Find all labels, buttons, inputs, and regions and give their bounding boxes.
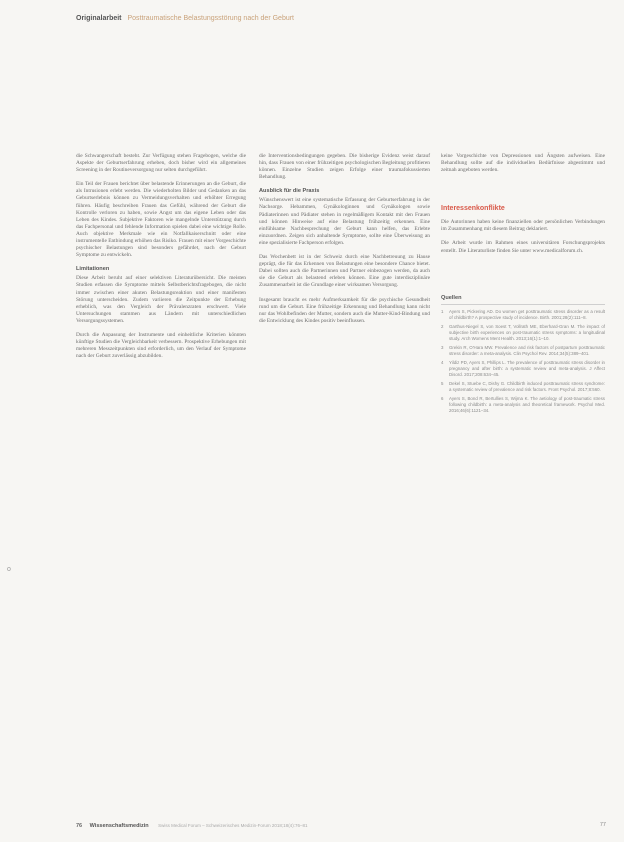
reference-text: Grekin R, O'Hara MW. Prevalence and risk factors of postpartum posttraumatic stress disorder: a meta-analysis. Clin Psychol Rev. 2014;34(5):389–401.: [449, 344, 605, 356]
references-heading: Quellen: [441, 294, 462, 301]
reference-number: 3: [441, 344, 444, 350]
reference-text: Dekel S, Stuebe C, Dishy G. Childbirth induced posttraumatic stress syndrome: a systematic review of prevalence and risk factors. Front Psychol. 2017;8:560.: [449, 380, 605, 392]
reference-text: Garthus-Niegel S, von Soest T, Vollrath ME, Eberhard-Gran M. The impact of subjective birth experiences on post-traumatic stress symptoms: a longitudinal study. Arch Womens Ment Health. 2013;16(1):1–10.: [449, 323, 605, 341]
running-header: [76, 14, 294, 23]
publication-name: Wissenschaftsmedizin: [89, 823, 149, 829]
paragraph: die Interventionsbedingungen gegeben. Die bisherige Evidenz weist darauf hin, dass Frauen von einer frühzeitigen psychologischen Begleitung profitieren können. Einzelne Studien zeigen Erfolge einer traumafokussierten Behandlung.: [259, 153, 430, 181]
paragraph: Wünschenswert ist eine systematische Erfassung der Geburtserfahrung in der Nachsorge. Hebammen, Gynäkologinnen und Gynäkologen sowie Pädiaterinnen und Pädiater stehen in regelmäßigem Kontakt mit den Frauen und können Hinweise auf eine Belastung frühzeitig erkennen. Eine einfühlsame Nachbesprechung der Geburt kann helfen, das Erlebte einzuordnen. Zeigen sich anhaltende Symptome, sollte eine Überweisung an eine spezialisierte Fachperson erfolgen.: [259, 197, 430, 246]
paragraph: Insgesamt braucht es mehr Aufmerksamkeit für die psychische Gesundheit rund um die Geburt. Eine frühzeitige Erkennung und Behandlung kann nicht nur das Wohlbefinden der Mutter, sondern auch die Mutter-Kind-Bindung und die Entwicklung des Kindes positiv beeinflussen.: [259, 296, 430, 324]
page-footer: [76, 822, 606, 830]
reference-number: 6: [441, 395, 444, 401]
column-3: [441, 153, 605, 417]
divider: [441, 304, 605, 305]
reference-item: [441, 381, 605, 393]
section-heading-conflicts: Interessenkonflikte: [441, 205, 505, 213]
section-heading-limitations: Limitationen: [76, 266, 110, 273]
page-number-left: 76: [76, 823, 83, 829]
reference-item: [441, 360, 605, 378]
reference-text: Ayers S, Bond R, Bertullies S, Wijma K. The aetiology of post-traumatic stress following childbirth: a meta-analysis and theoretical framework. Psychol Med. 2016;46(6):1121–34.: [449, 395, 605, 413]
margin-mark: o: [7, 566, 11, 573]
column-1: [76, 153, 246, 367]
page-number-right: 77: [599, 822, 606, 828]
reference-text: Yildiz PD, Ayers S, Phillips L. The prevalence of posttraumatic stress disorder in pregnancy and after birth: a systematic review and meta-analysis. J Affect Disord. 2017;208:634–45.: [449, 359, 605, 377]
paragraph: die Schwangerschaft besteht. Zur Verfügung stehen Fragebogen, welche die Aspekte der Geburtserfahrung erheben, doch bisher wird ein allgemeines Screening in der Routineversorgung nur selten durchgeführt.: [76, 153, 246, 174]
footer-citation: Swiss Medical Forum – Schweizerisches Medizin-Forum 2018;18(4):76–81: [158, 823, 308, 828]
reference-number: 5: [441, 380, 444, 386]
article-title: Posttraumatische Belastungsstörung nach der Geburt: [127, 15, 295, 22]
reference-item: [441, 324, 605, 342]
section-label: Originalarbeit: [76, 15, 122, 22]
reference-item: [441, 396, 605, 414]
references-list: [441, 309, 605, 414]
reference-number: 2: [441, 323, 444, 329]
column-2: [259, 153, 430, 332]
reference-number: 1: [441, 308, 444, 314]
paragraph: Die Arbeit wurde im Rahmen eines universitären Forschungsprojekts erstellt. Die Literaturliste finden Sie unter www.medicalforum.ch.: [441, 240, 605, 254]
paragraph: keine Vorgeschichte von Depressionen und Ängsten aufweisen. Eine Behandlung sollte auf die individuellen Bedürfnisse abgestimmt und zeitnah angeboten werden.: [441, 153, 605, 174]
paragraph: Ein Teil der Frauen berichtet über belastende Erinnerungen an die Geburt, die als Intrusionen erlebt werden. Die wiederholten Bilder und Gedanken an das Geburtserlebnis können zu Vermeidungsverhalten und erhöhter Erregung führen. Häufig beschreiben Frauen das Gefühl, während der Geburt die Kontrolle verloren zu haben, sowie Angst um das eigene Leben oder das Leben des Kindes. Subjektive Faktoren wie mangelnde Unterstützung durch das Fachpersonal und fehlende Information spielen dabei eine wichtige Rolle. Auch objektive Merkmale wie ein Notfallkaiserschnitt oder eine instrumentelle Entbindung erhöhen das Risiko. Frauen mit einer Vorgeschichte psychischer Belastungen sind besonders gefährdet, nach der Geburt Symptome zu entwickeln.: [76, 181, 246, 259]
paragraph: Durch die Anpassung der Instrumente und einheitliche Kriterien könnten künftige Studien die Vergleichbarkeit verbessern. Prospektive Erhebungen mit mehreren Messzeitpunkten sind erforderlich, um den Verlauf der Symptome nach der Geburt zuverlässig abzubilden.: [76, 331, 246, 360]
paragraph: Diese Arbeit beruht auf einer selektiven Literaturübersicht. Die meisten Studien erfassen die Symptome mittels Selbstberichtsfragebogen, die nicht immer zwischen einer akuten Belastungsreaktion und einer manifesten Störung unterscheiden. Zudem variieren die Zeitpunkte der Erhebung erheblich, was den Vergleich der Prävalenzraten erschwert. Viele Untersuchungen stammen aus Ländern mit unterschiedlichen Versorgungssystemen.: [76, 275, 246, 324]
reference-text: Ayers S, Pickering AD. Do women get posttraumatic stress disorder as a result of childbirth? A prospective study of incidence. Birth. 2001;28(2):111–8.: [449, 308, 605, 320]
section-heading-practice: Ausblick für die Praxis: [259, 188, 320, 195]
reference-item: [441, 345, 605, 357]
paragraph: Die Autorinnen haben keine finanziellen oder persönlichen Verbindungen im Zusammenhang mit diesem Beitrag deklariert.: [441, 219, 605, 233]
reference-item: [441, 309, 605, 321]
paragraph: Das Wochenbett ist in der Schweiz durch eine Nachbetreuung zu Hause geprägt, die für das Erkennen von Belastungen eine besondere Chance bietet. Dabei sollten auch die Partnerinnen und Partner einbezogen werden, da auch sie die Geburt als belastend erleben können. Eine gute interdisziplinäre Zusammenarbeit ist die Grundlage einer wirksamen Versorgung.: [259, 254, 430, 289]
reference-number: 4: [441, 359, 444, 365]
